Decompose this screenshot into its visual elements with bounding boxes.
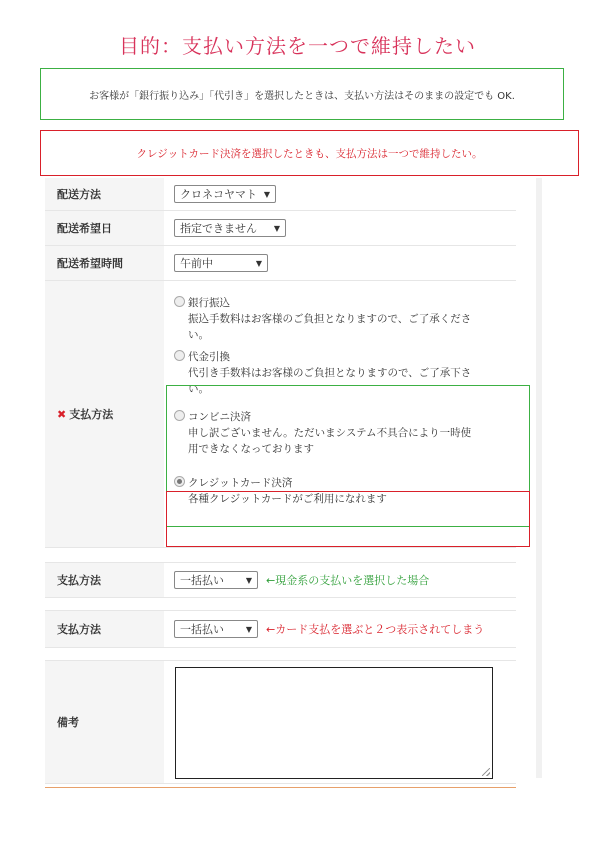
note-green-text: お客様が「銀行振り込み」「代引き」を選択したときは、支払い方法はそのままの設定でも OK. [89,90,515,102]
option-name: 代金引換 [188,351,230,363]
installment-1-select[interactable] [174,571,258,589]
page-title: 目的：支払い方法を一つで維持したい [119,34,476,58]
remarks-label: 備考 [45,661,164,783]
installment-2-label: 支払方法 [45,611,164,647]
delivery-time-label: 配送希望時間 [45,246,164,280]
row-remarks [45,660,516,784]
option-desc: 振込手数料はお客様のご負担となりますので、ご了承くださ [188,313,472,325]
row-delivery-time [45,246,516,281]
row-installment-1 [45,562,516,598]
scrollbar[interactable] [536,178,542,778]
installment-1-label: 支払方法 [45,563,164,597]
option-desc: 代引き手数料はお客様のご負担となりますので、ご了承下さ [188,367,472,379]
dropdown-arrow-icon: ▼ [245,624,252,634]
row-delivery-method [45,178,516,211]
option-desc: 申し訳ございません。ただいまシステム不具合により一時使 [188,427,472,439]
row-delivery-date [45,211,516,246]
dropdown-arrow-icon: ▼ [255,258,262,268]
delivery-time-select[interactable] [174,254,268,272]
option-name: コンビニ決済 [188,411,251,423]
note-red-text: クレジットカード決済を選択したときも、支払方法は一つで維持したい。 [136,147,483,160]
delivery-date-label: 配送希望日 [45,211,164,245]
required-icon: ✖ [57,407,67,421]
delivery-method-label: 配送方法 [45,178,164,210]
note-green [40,68,564,120]
delivery-date-select[interactable] [174,219,286,237]
dropdown-arrow-icon: ▼ [245,575,252,585]
payment-method-label-cell [45,281,164,547]
annotation-green: ←現金系の支払いを選択した場合 [266,574,430,587]
option-name: 銀行振込 [188,297,230,309]
radio-icon[interactable] [174,296,185,307]
payment-method-label: 支払方法 [69,408,114,421]
option-desc: 用できなくなっております [188,443,314,455]
order-form [45,178,516,784]
highlight-box-red [166,491,530,547]
note-red [40,130,579,176]
installment-2-value: 一括払い [180,623,224,636]
delivery-time-value: 午前中 [180,257,213,270]
dropdown-arrow-icon: ▼ [273,223,280,233]
row-installment-2 [45,610,516,648]
radio-icon[interactable] [174,350,185,361]
option-desc: 各種クレジットカードがご利用になれます [188,493,387,505]
delivery-method-value: クロネコヤマト [180,188,257,201]
divider [45,787,516,788]
delivery-date-value: 指定できません [180,222,257,235]
remarks-textarea[interactable] [175,667,493,779]
installment-2-select[interactable] [174,620,258,638]
dropdown-arrow-icon: ▼ [263,189,270,199]
annotation-red: ←カード支払を選ぶと２つ表示されてしまう [266,623,485,636]
resize-handle-icon[interactable] [482,768,490,776]
option-name: クレジットカード決済 [188,477,293,489]
payment-option-bank[interactable] [174,295,516,343]
installment-1-value: 一括払い [180,574,224,587]
option-desc: い。 [188,329,209,341]
option-desc: い。 [188,383,209,395]
delivery-method-select[interactable] [174,185,276,203]
